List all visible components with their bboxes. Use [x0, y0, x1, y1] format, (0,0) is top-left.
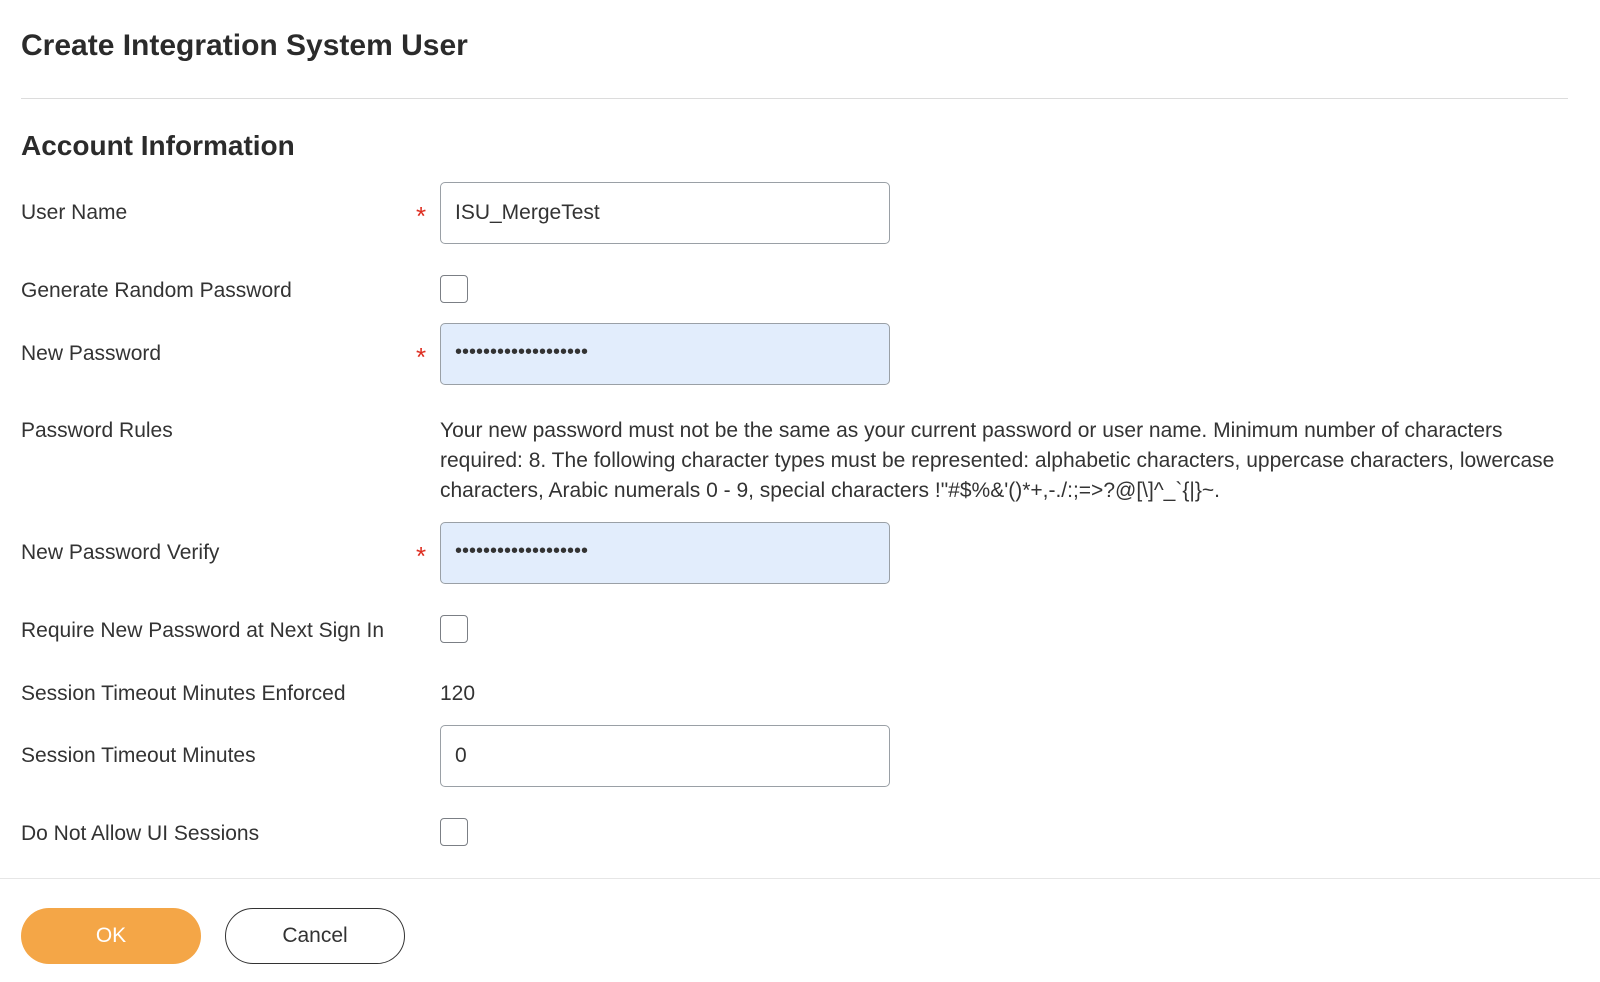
required-icon: * [416, 201, 427, 231]
section-title: Account Information [21, 130, 295, 161]
require-new-password-checkbox[interactable] [440, 615, 468, 643]
new-password-masked-value: ••••••••••••••••••• [455, 341, 589, 363]
new-password-verify-masked-value: ••••••••••••••••••• [455, 540, 589, 562]
new-password-row [0, 323, 1600, 387]
session-timeout-enforced-row [0, 682, 1600, 712]
new-password-verify-row [0, 522, 1600, 586]
new-password-input[interactable] [440, 323, 890, 385]
user-name-row [0, 182, 1600, 246]
session-timeout-minutes-label: Session Timeout Minutes [21, 744, 256, 767]
password-rules-text: Your new password must not be the same as your current password or user name. Minimum number of characters required: 8. The following character types must be represented: alphabetic characters, uppercase characters, lowercase characters, Arabic numerals 0 - 9, special characters !"#$%&'()*+,-./:;=>?@[\]^_`{|}~. [440, 419, 1555, 502]
new-password-verify-input[interactable] [440, 522, 890, 584]
required-icon: * [416, 541, 427, 571]
require-new-password-row [0, 615, 1600, 647]
user-name-input[interactable] [440, 182, 890, 244]
do-not-allow-ui-sessions-row [0, 818, 1600, 850]
generate-random-password-label: Generate Random Password [21, 279, 292, 302]
require-new-password-label: Require New Password at Next Sign In [21, 619, 384, 642]
ok-button[interactable]: OK [21, 908, 201, 964]
new-password-verify-label: New Password Verify [21, 541, 220, 564]
new-password-label: New Password [21, 342, 162, 365]
title-divider [21, 98, 1568, 99]
generate-random-password-row [0, 275, 1600, 307]
session-timeout-enforced-value: 120 [440, 682, 476, 705]
do-not-allow-ui-sessions-label: Do Not Allow UI Sessions [21, 822, 260, 845]
cancel-button[interactable]: Cancel [225, 908, 405, 964]
required-icon: * [416, 342, 427, 372]
user-name-label: User Name [21, 201, 128, 224]
session-timeout-enforced-label: Session Timeout Minutes Enforced [21, 682, 346, 705]
do-not-allow-ui-sessions-checkbox[interactable] [440, 818, 468, 846]
session-timeout-minutes-input[interactable] [440, 725, 890, 787]
password-rules-label: Password Rules [21, 419, 173, 442]
session-timeout-minutes-row [0, 725, 1600, 789]
password-rules-row [0, 416, 1600, 512]
footer-divider [0, 878, 1600, 879]
page-title: Create Integration System User [21, 29, 468, 62]
generate-random-password-checkbox[interactable] [440, 275, 468, 303]
